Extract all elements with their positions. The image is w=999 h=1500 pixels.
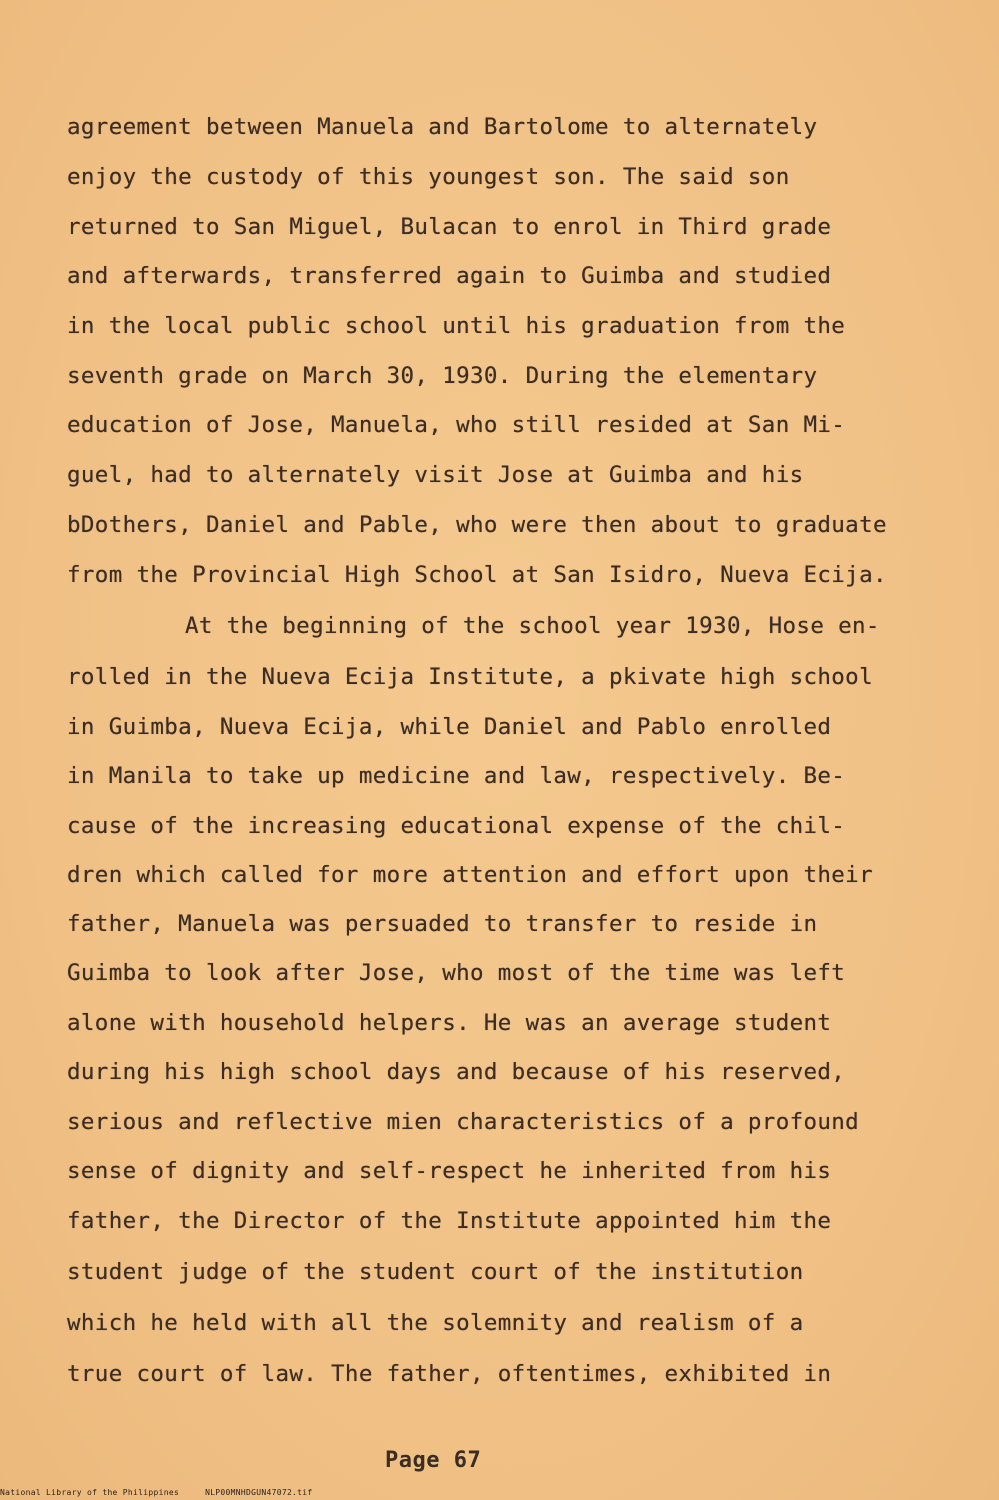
text-line-13: in Guimba, Nueva Ecija, while Daniel and Pablo enrolled (67, 714, 832, 740)
text-line-6: seventh grade on March 30, 1930. During the elementary (67, 363, 818, 389)
text-line-22: sense of dignity and self-respect he inherited from his (67, 1158, 832, 1184)
text-line-8: guel, had to alternately visit Jose at Guimba and his (67, 462, 804, 488)
text-line-24: student judge of the student court of the institution (67, 1259, 804, 1285)
page-number: Page 67 (385, 1448, 482, 1473)
text-line-9: bDothers, Daniel and Pable, who were then about to graduate (67, 512, 887, 538)
text-line-20: during his high school days and because of his reserved, (67, 1059, 846, 1085)
text-line-2: enjoy the custody of this youngest son. The said son (67, 164, 790, 190)
text-line-1: agreement between Manuela and Bartolome to alternately (67, 114, 818, 140)
text-line-10: from the Provincial High School at San Isidro, Nueva Ecija. (67, 562, 887, 588)
text-line-3: returned to San Miguel, Bulacan to enrol in Third grade (67, 214, 832, 240)
text-line-19: alone with household helpers. He was an average student (67, 1010, 832, 1036)
text-line-15: cause of the increasing educational expense of the chil- (67, 813, 846, 839)
text-line-7: education of Jose, Manuela, who still resided at San Mi- (67, 412, 846, 438)
text-line-21: serious and reflective mien characteristics of a profound (67, 1109, 860, 1135)
scan-footer (0, 1488, 313, 1497)
text-line-17: father, Manuela was persuaded to transfer to reside in (67, 911, 818, 937)
text-line-25: which he held with all the solemnity and realism of a (67, 1310, 804, 1336)
text-line-11: At the beginning of the school year 1930, Hose en- (185, 613, 880, 639)
text-line-4: and afterwards, transferred again to Guimba and studied (67, 263, 832, 289)
text-line-18: Guimba to look after Jose, who most of the time was left (67, 960, 846, 986)
text-line-14: in Manila to take up medicine and law, respectively. Be- (67, 763, 846, 789)
text-line-5: in the local public school until his graduation from the (67, 313, 846, 339)
library-credit: National Library of the Philippines (0, 1488, 180, 1497)
text-line-23: father, the Director of the Institute appointed him the (67, 1208, 832, 1234)
text-line-16: dren which called for more attention and effort upon their (67, 862, 873, 888)
text-line-26: true court of law. The father, oftentimes, exhibited in (67, 1361, 832, 1387)
text-line-12: rolled in the Nueva Ecija Institute, a pkivate high school (67, 664, 873, 690)
scan-filename: NLP00MNHDGUN47072.tif (205, 1488, 313, 1497)
